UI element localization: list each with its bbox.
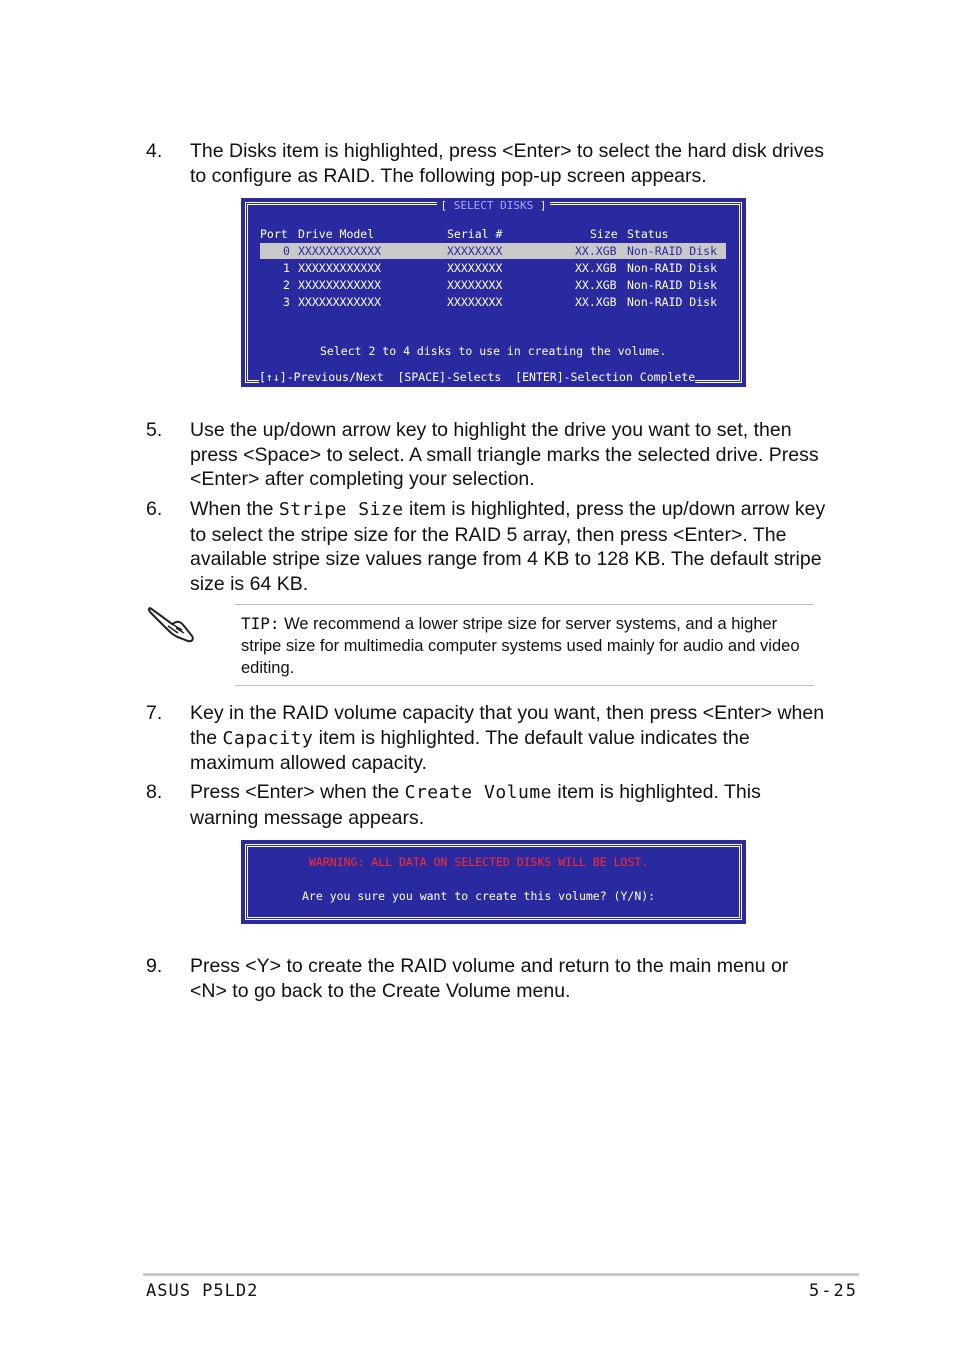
disk-serial: XXXXXXXX <box>447 295 503 309</box>
header-size: Size <box>590 227 618 241</box>
step-number: 9. <box>146 955 163 977</box>
footer-divider <box>143 1273 859 1276</box>
disk-model[interactable]: XXXXXXXXXXXX <box>298 261 382 275</box>
step-number: 7. <box>146 702 163 724</box>
warning-dialog <box>241 840 746 924</box>
disk-port: 2 <box>283 278 290 292</box>
footer-product: ASUS P5LD2 <box>146 1281 259 1301</box>
hand-pointer-icon <box>146 600 202 644</box>
tip-box <box>235 604 814 686</box>
page-number: 5-25 <box>809 1281 858 1301</box>
disk-port: 1 <box>283 261 290 275</box>
disk-status: Non-RAID Disk <box>627 278 718 292</box>
warning-text: WARNING: ALL DATA ON SELECTED DISKS WILL BE LOST. <box>309 855 649 869</box>
step-text: The Disks item is highlighted, press <Enter> to select the hard disk drives to configure as RAID. The following pop-up screen appears. <box>190 140 825 187</box>
term-create-volume: Create Volume <box>404 782 553 803</box>
term-stripe-size: Stripe Size <box>278 499 404 520</box>
header-port: Port <box>260 227 288 241</box>
select-disks-screen <box>241 198 746 387</box>
tip-text: TIP: We recommend a lower stripe size for server systems, and a higher stripe size for multimedia computer systems used mainly for audio and video editing. <box>241 614 800 677</box>
disk-serial: XXXXXXXX <box>447 278 503 292</box>
term-capacity: Capacity <box>222 727 314 749</box>
step-number: 8. <box>146 781 163 803</box>
tip-label: TIP: <box>241 614 280 633</box>
step-text: Key in the RAID volume capacity that you want, then press <Enter> when the Capacity item is highlighted. The default value indicates the maximum allowed capacity. <box>190 702 825 774</box>
step-text: When the Stripe Size item is highlighted, press the up/down arrow key to select the stripe size for the RAID 5 array, then press <Enter>. The available stripe size values range from 4 KB to 128 KB. The default stripe size is 64 KB. <box>190 498 826 595</box>
header-model: Drive Model <box>298 227 375 241</box>
confirm-question[interactable]: Are you sure you want to create this volume? (Y/N): <box>302 889 656 903</box>
step-number: 4. <box>146 140 163 162</box>
disk-serial: XXXXXXXX <box>447 261 503 275</box>
disk-model: XXXXXXXXXXXX <box>298 244 382 258</box>
header-serial: Serial # <box>447 227 503 241</box>
disk-serial: XXXXXXXX <box>447 244 503 258</box>
instruction-text: Select 2 to 4 disks to use in creating the volume. <box>320 344 667 358</box>
step-number: 6. <box>146 498 163 520</box>
disk-size: XX.XGB <box>575 295 617 309</box>
disk-model[interactable]: XXXXXXXXXXXX <box>298 278 382 292</box>
header-status: Status <box>627 227 669 241</box>
disk-status: Non-RAID Disk <box>627 261 718 275</box>
step-number: 5. <box>146 419 163 441</box>
disk-status: Non-RAID Disk <box>627 244 718 258</box>
key-hints: [↑↓]-Previous/Next [SPACE]-Selects [ENTER]-Selection Complete <box>259 370 696 384</box>
disk-port: 0 <box>283 244 290 258</box>
disk-size: XX.XGB <box>575 278 617 292</box>
disk-size: XX.XGB <box>575 244 617 258</box>
step-text: Use the up/down arrow key to highlight the drive you want to set, then press <Space> to select. A small triangle marks the selected drive. Press <Enter> after completing your selection. <box>190 419 819 490</box>
step-text: Press <Y> to create the RAID volume and return to the main menu or <N> to go back to the Create Volume menu. <box>190 955 789 1002</box>
step-text: Press <Enter> when the Create Volume item is highlighted. This warning message appears. <box>190 781 761 829</box>
disk-model[interactable]: XXXXXXXXXXXX <box>298 295 382 309</box>
screen-title: [ SELECT DISKS ] <box>437 199 551 212</box>
disk-port: 3 <box>283 295 290 309</box>
disk-size: XX.XGB <box>575 261 617 275</box>
disk-status: Non-RAID Disk <box>627 295 718 309</box>
